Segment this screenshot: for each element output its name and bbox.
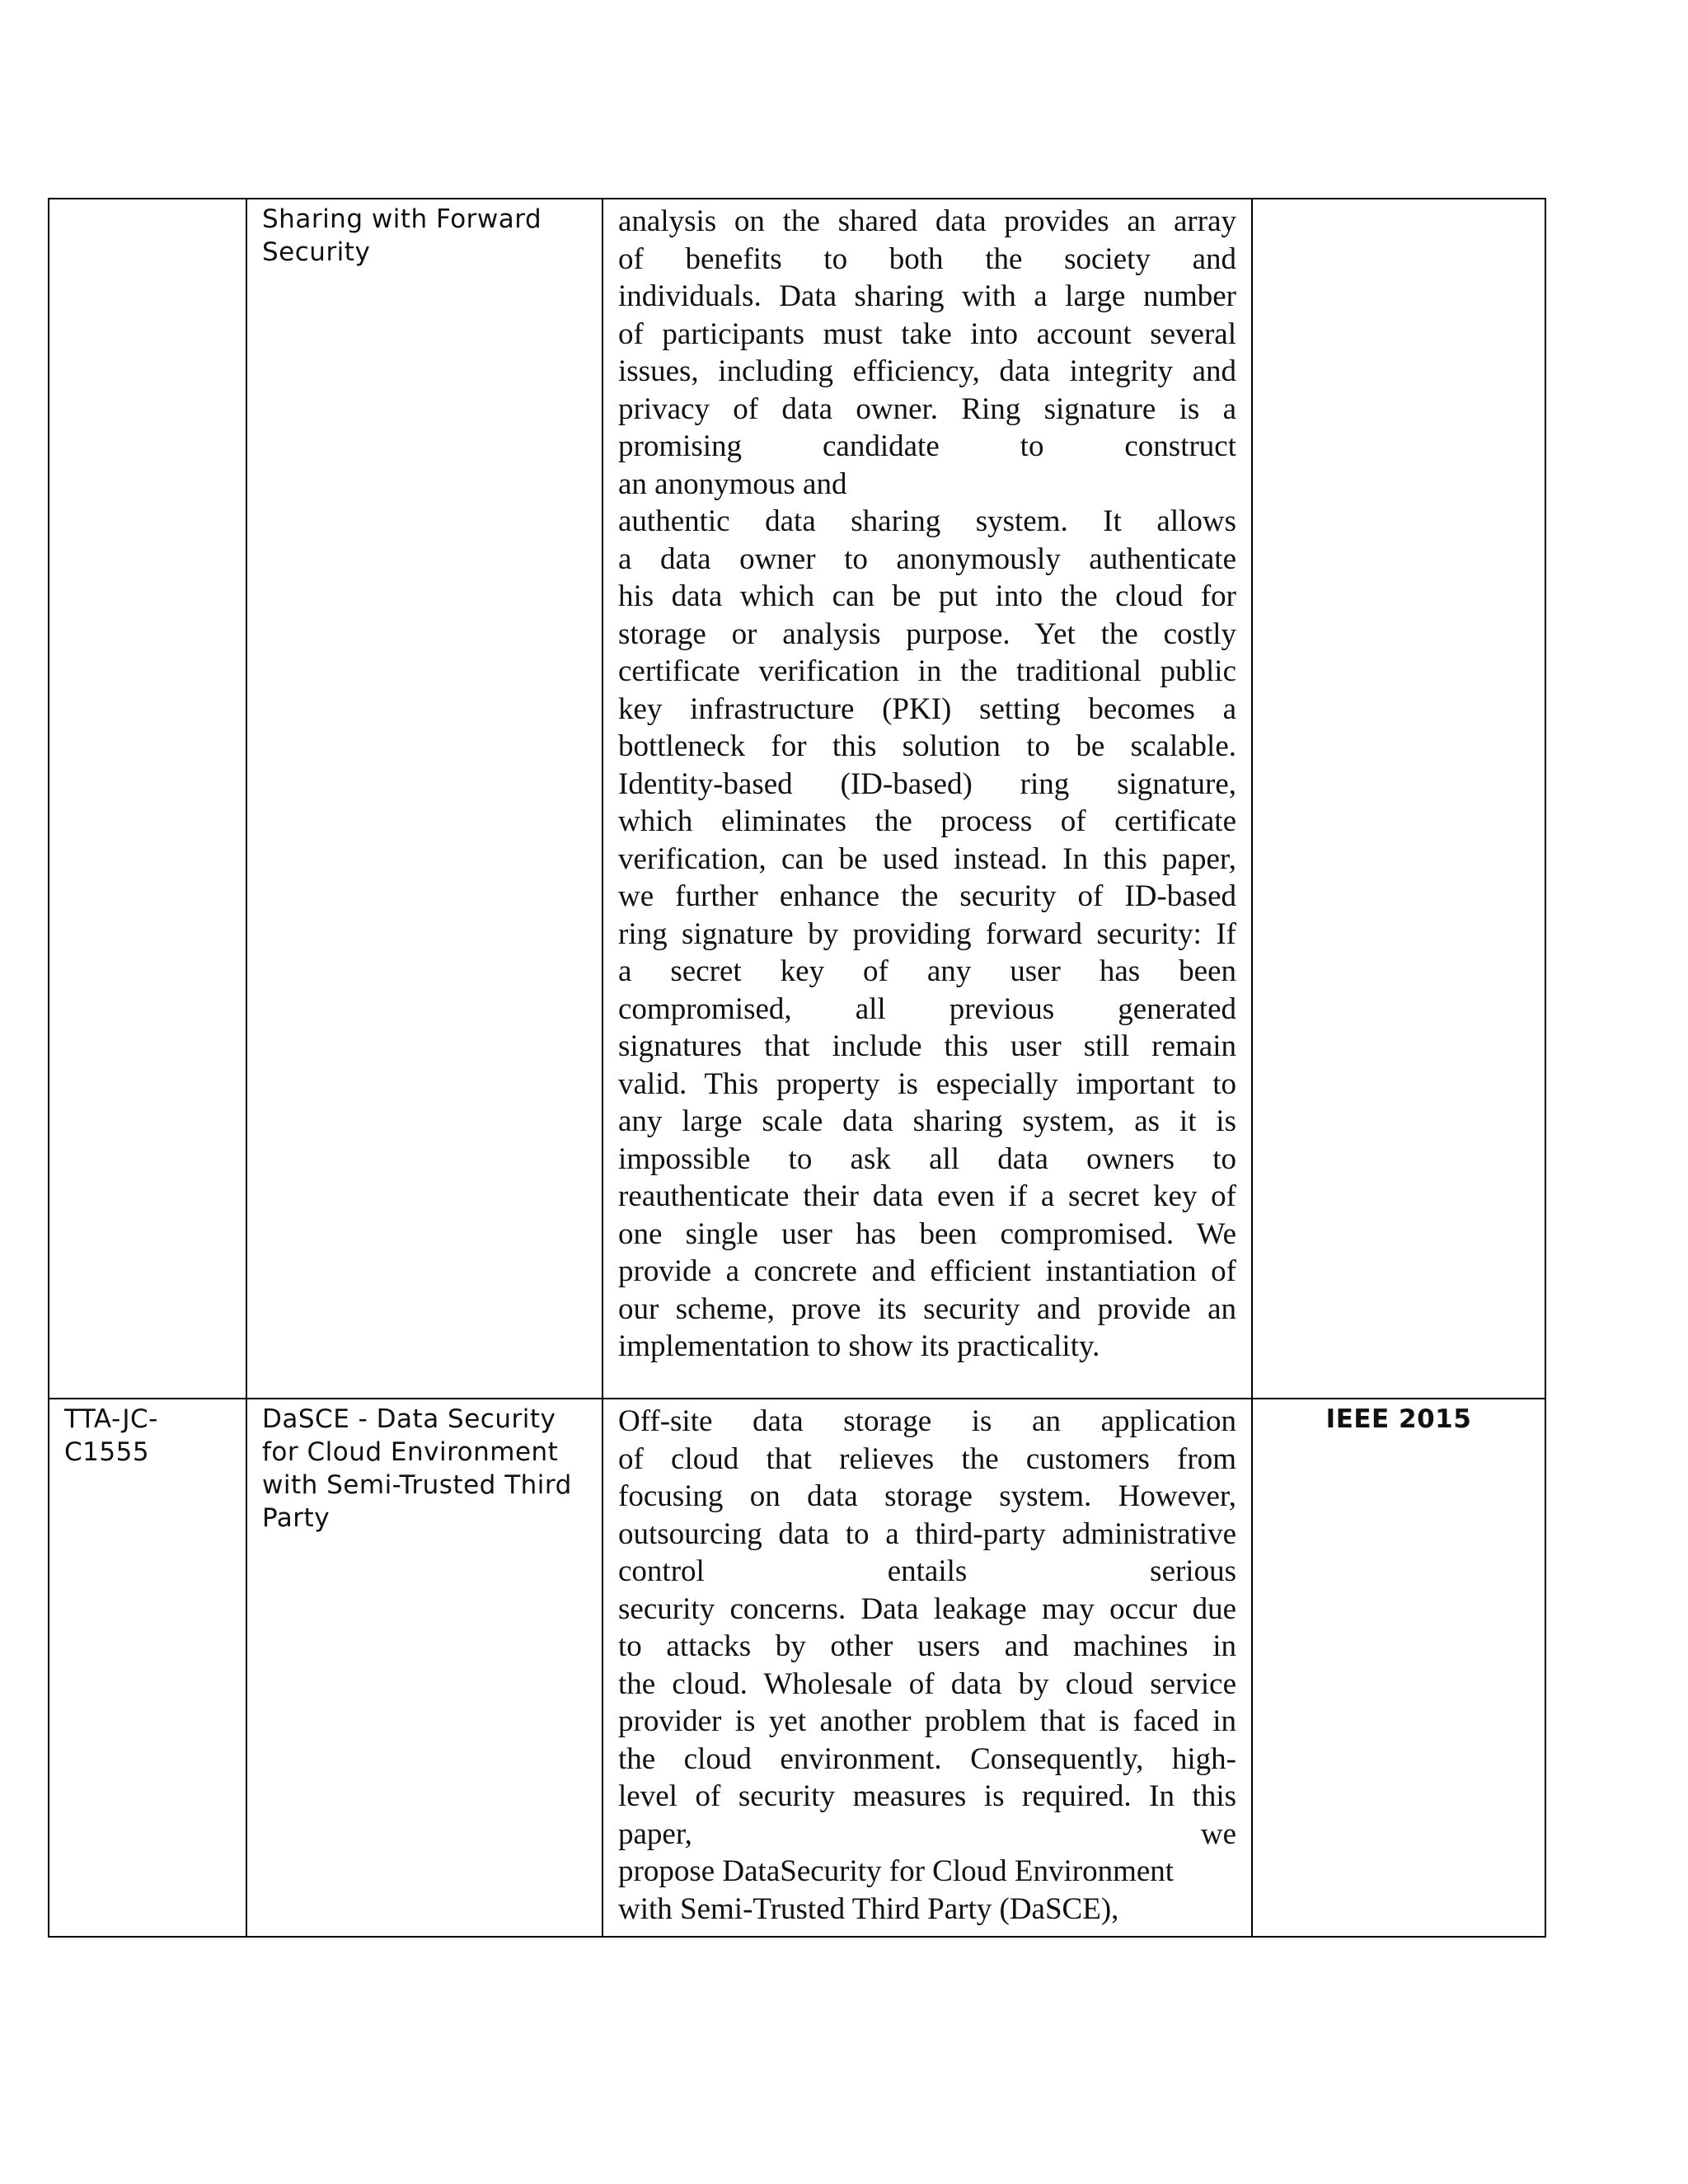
reference-cell	[1252, 199, 1545, 1399]
abstract-line: outsourcing data to a third-party administrative	[618, 1516, 1236, 1551]
abstract-line: security concerns. Data leakage may occur due	[618, 1591, 1236, 1626]
abstract-line: Identity-based (ID-based) ring signature,	[618, 766, 1236, 801]
project-id-cell: TTA-JC-C1555	[49, 1399, 246, 1937]
abstract-line: compromised, all previous generated	[618, 991, 1236, 1026]
abstract-line: focusing on data storage system. However,	[618, 1479, 1236, 1513]
abstract-line: authentic data sharing system. It allows	[618, 504, 1236, 538]
abstract-line: of cloud that relieves the customers from	[618, 1441, 1236, 1476]
abstract-line: verification, can be used instead. In this paper,	[618, 841, 1236, 876]
table-row	[49, 1399, 1545, 1937]
abstract-line: valid. This property is especially important to	[618, 1066, 1236, 1101]
abstract-line: control entails serious	[618, 1554, 1236, 1588]
abstract-line: one single user has been compromised. We	[618, 1216, 1236, 1251]
abstract-line: key infrastructure (PKI) setting becomes a	[618, 691, 1236, 726]
abstract-line: of benefits to both the society and	[618, 241, 1236, 276]
abstract-cell	[603, 1399, 1252, 1937]
abstract-line: promising candidate to construct	[618, 429, 1236, 463]
abstract-line: issues, including efficiency, data integrity and	[618, 354, 1236, 388]
abstract-line: a secret key of any user has been	[618, 954, 1236, 988]
abstract-line: which eliminates the process of certificate	[618, 804, 1236, 838]
abstract-line: the cloud. Wholesale of data by cloud service	[618, 1666, 1236, 1701]
abstract-line: paper, we	[618, 1816, 1236, 1851]
abstract-line: his data which can be put into the cloud for	[618, 579, 1236, 613]
abstract-line: propose DataSecurity for Cloud Environment	[618, 1854, 1175, 1888]
abstract-line: storage or analysis purpose. Yet the costly	[618, 616, 1236, 651]
projects-table	[48, 198, 1546, 1938]
abstract-line: bottleneck for this solution to be scalable.	[618, 729, 1236, 763]
abstract-line: we further enhance the security of ID-based	[618, 879, 1236, 913]
abstract-line: with Semi-Trusted Third Party (DaSCE),	[618, 1891, 1119, 1926]
abstract-line: individuals. Data sharing with a large number	[618, 279, 1236, 313]
abstract-line: provide a concrete and efficient instantiation of	[618, 1254, 1236, 1288]
abstract-line: implementation to show its practicality.	[618, 1329, 1100, 1363]
abstract-line: provider is yet another problem that is faced in	[618, 1704, 1236, 1738]
table-row	[49, 199, 1545, 1399]
abstract-line: privacy of data owner. Ring signature is a	[618, 391, 1236, 426]
abstract-line: analysis on the shared data provides an array	[618, 204, 1236, 238]
abstract-line: of participants must take into account several	[618, 316, 1236, 351]
abstract-line: a data owner to anonymously authenticate	[618, 541, 1236, 576]
abstract-line: signatures that include this user still remain	[618, 1029, 1236, 1063]
abstract-line: Off-site data storage is an application	[618, 1404, 1236, 1438]
abstract-line: ring signature by providing forward security: If	[618, 916, 1236, 951]
abstract-line: level of security measures is required. In this	[618, 1779, 1236, 1813]
reference-cell: IEEE 2015	[1252, 1399, 1545, 1937]
abstract-line: reauthenticate their data even if a secret key of	[618, 1179, 1236, 1213]
abstract-line: the cloud environment. Consequently, high-	[618, 1741, 1236, 1776]
abstract-line: impossible to ask all data owners to	[618, 1141, 1236, 1176]
abstract-line: any large scale data sharing system, as it is	[618, 1104, 1236, 1138]
project-title-cell: Sharing with Forward Security	[246, 199, 603, 1399]
abstract-cell	[603, 199, 1252, 1399]
project-id-cell	[49, 199, 246, 1399]
abstract-line: certificate verification in the traditional public	[618, 654, 1236, 688]
project-title-cell: DaSCE - Data Security for Cloud Environment with Semi-Trusted Third Party	[246, 1399, 603, 1937]
abstract-line: to attacks by other users and machines in	[618, 1629, 1236, 1663]
abstract-line: an anonymous and	[618, 466, 847, 501]
abstract-line: our scheme, prove its security and provide an	[618, 1291, 1236, 1326]
